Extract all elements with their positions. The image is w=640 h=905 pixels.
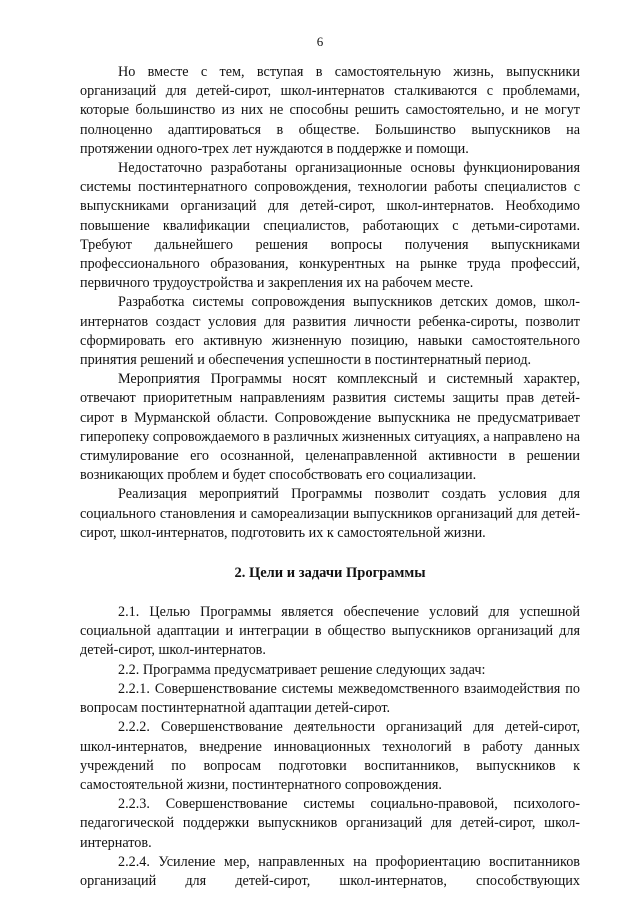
goal-paragraph: 2.1. Целью Программы является обеспечение условий для успешной социальной адаптации и интеграции в общество выпускников организаций для детей-сирот, школ-интернатов.: [80, 604, 580, 659]
task-paragraph: 2.2.4. Усиление мер, направленных на профориентацию воспитанников организаций для детей-сирот, школ-интернатов, способствующих: [80, 853, 580, 889]
body-paragraph: Недостаточно разработаны организационные основы функционирования системы постинтернатного сопровождения, технологии работы специалистов с выпускниками организаций для детей-сирот, школ-интернатов. Необходимо повышение квалификации специалистов, работающих с детьми-сиротами. Требуют дальнейшего решения вопросы получения выпускниками профессионального образования, конкурентных на рынке труда профессий, первичного трудоустройства и закрепления их на рабочем месте.: [80, 160, 580, 292]
tasks-intro-paragraph: 2.2. Программа предусматривает решение следующих задач:: [118, 661, 486, 678]
body-paragraph: Но вместе с тем, вступая в самостоятельную жизнь, выпускники организаций для детей-сирот, школ-интернатов сталкиваются с проблемами, которые большинство из них не способны решить самостоятельно, и не могут полноценно адаптироваться в обществе. Большинство выпускников на протяжении одного-трех лет нуждаются в поддержке и помощи.: [80, 64, 580, 157]
body-paragraph: Разработка системы сопровождения выпускников детских домов, школ-интернатов создаст условия для развития личности ребенка-сироты, позволит сформировать его активную жизненную позицию, навыки самостоятельного принятия решений и обеспечения успешности в постинтернатный период.: [80, 294, 580, 369]
body-paragraph: Реализация мероприятий Программы позволит создать условия для социального становления и самореализации выпускников организаций для детей-сирот, школ-интернатов, подготовить их к самостоятельной жизни.: [80, 486, 580, 541]
body-paragraph: Мероприятия Программы носят комплексный и системный характер, отвечают приоритетным направлениям развития системы защиты прав детей-сирот в Мурманской области. Сопровождение выпускника не предусматривает гиперопеку сопровождаемого в различных жизненных ситуациях, а направлено на стимулирование его осознанной, целенаправленной активности в решении возникающих проблем и будет способствовать его социализации.: [80, 371, 580, 484]
task-paragraph: 2.2.3. Совершенствование системы социально-правовой, психолого-педагогической поддержки выпускников организаций для детей-сирот, школ-интернатов.: [80, 796, 580, 851]
page-number: 6: [316, 34, 324, 49]
task-paragraph: 2.2.2. Совершенствование деятельности организаций для детей-сирот, школ-интернатов, внедрение инновационных технологий в работу данных учреждений по вопросам подготовки воспитанников, выпускников к самостоятельной жизни, постинтернатного сопровождения.: [80, 719, 580, 793]
task-paragraph: 2.2.1. Совершенствование системы межведомственного взаимодействия по вопросам постинтернатной адаптации детей-сирот.: [80, 680, 580, 717]
section-heading: 2. Цели и задачи Программы: [234, 565, 426, 582]
document-body: [80, 63, 580, 891]
